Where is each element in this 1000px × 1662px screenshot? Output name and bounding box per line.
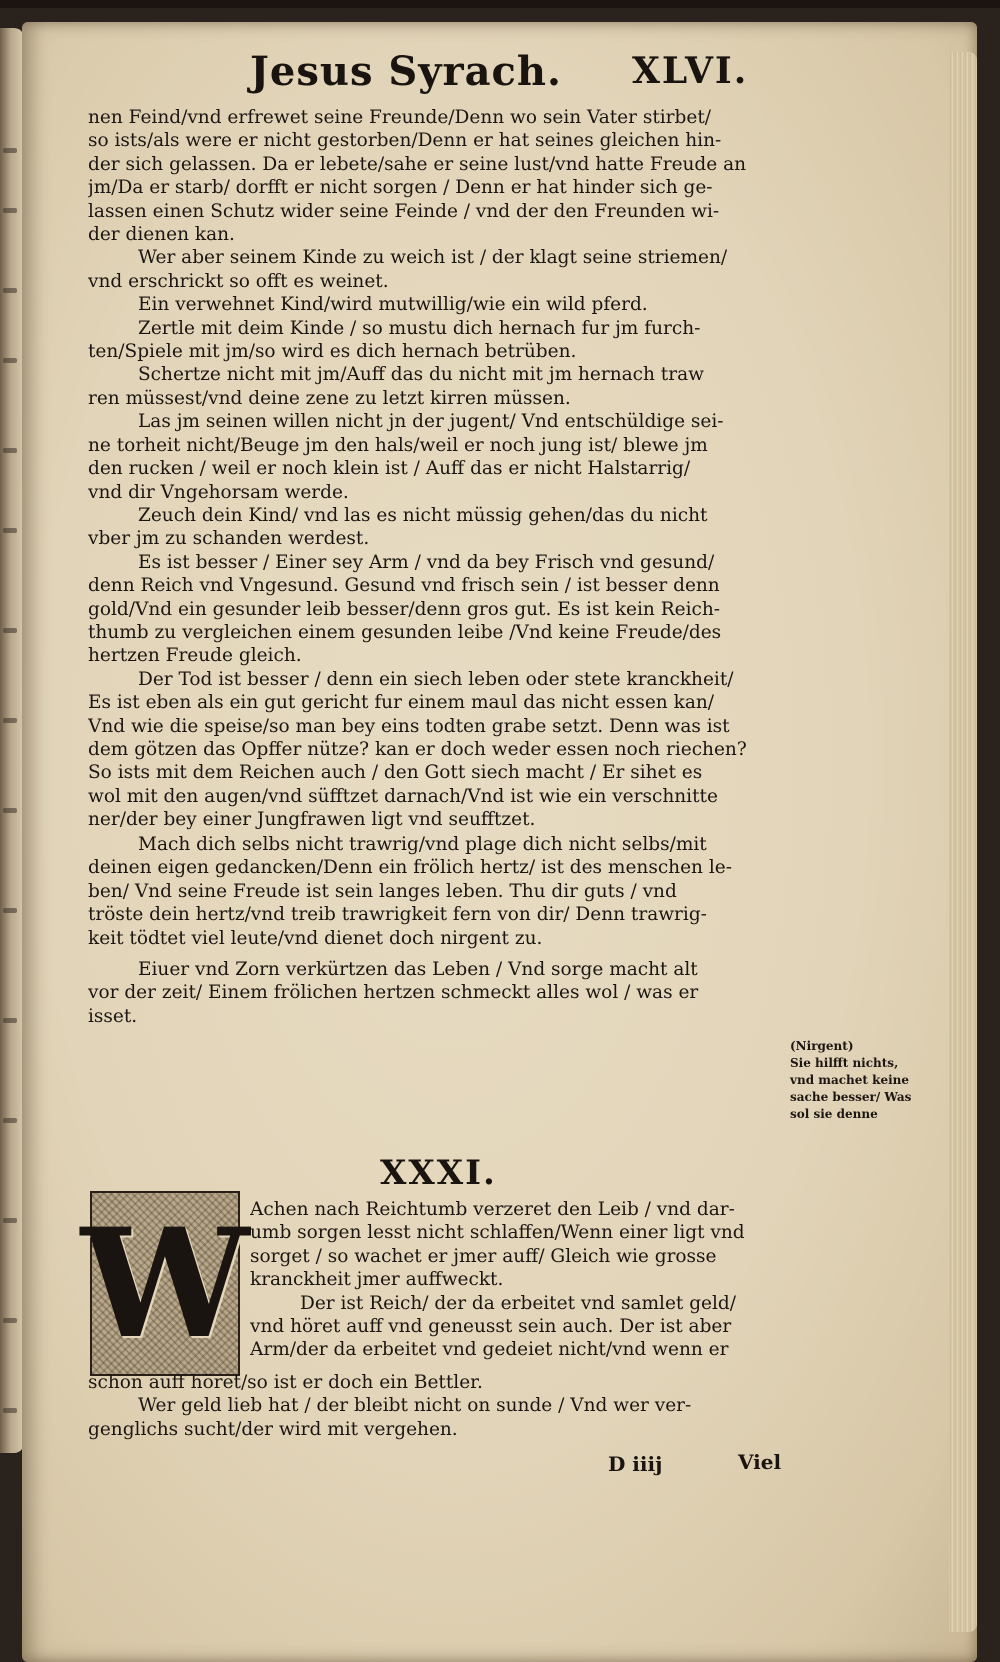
text-line: Der Tod ist besser / denn ein siech leben oder stete kranckheit/ xyxy=(138,668,734,690)
text-line: keit tödtet viel leute/vnd dienet doch nirgent zu. xyxy=(88,927,543,949)
text-line: Arm/der da erbeitet vnd gedeiet nicht/vnd wenn er xyxy=(250,1339,729,1361)
text-line: Wer aber seinem Kinde zu weich ist / der klagt seine striemen/ xyxy=(138,247,728,269)
margin-note-line: vnd machet keine xyxy=(790,1073,909,1087)
margin-note-line: sol sie denne xyxy=(790,1107,878,1121)
decorated-initial xyxy=(80,1191,250,1376)
running-title: Jesus Syrach. xyxy=(250,48,562,95)
text-line: vber jm zu schanden werdest. xyxy=(88,528,370,550)
text-line: Zertle mit deim Kinde / so mustu dich hernach fur jm furch- xyxy=(138,317,701,339)
text-line: isset. xyxy=(88,1005,138,1027)
signature-mark: D iiij xyxy=(608,1452,663,1476)
text-line: Es ist eben als ein gut gericht fur einem maul das nicht essen kan/ xyxy=(88,692,714,714)
text-line: sorget / so wachet er jmer auff/ Gleich wie grosse xyxy=(250,1245,717,1267)
text-line: der dienen kan. xyxy=(88,224,235,246)
text-line: nen Feind/vnd erfrewet seine Freunde/Denn wo sein Vater stirbet/ xyxy=(88,107,711,128)
paragraph-mach-dich xyxy=(88,833,788,950)
text-line: ner/der bey einer Jungfrawen ligt vnd seufftzet. xyxy=(88,809,536,831)
text-line: Wer geld lieb hat / der bleibt nicht on sunde / Vnd wer ver- xyxy=(138,1395,692,1417)
text-line: ne torheit nicht/Beuge jm den hals/weil er noch jung ist/ blewe jm xyxy=(88,434,708,456)
text-line: genglichs sucht/der wird mit vergehen. xyxy=(88,1418,458,1440)
text-line: ren müssest/vnd deine zene zu letzt kirren müssen. xyxy=(88,387,571,409)
text-line: den rucken / weil er noch klein ist / Auff das er nicht Halstarrig/ xyxy=(88,458,691,480)
text-line: so ists/als were er nicht gestorben/Denn er hat seines gleichen hin- xyxy=(88,130,722,152)
text-line: wol mit den augen/vnd süfftzet darnach/Vnd ist wie ein verschnitte xyxy=(88,785,718,807)
chapter-text-below-initial xyxy=(88,1371,788,1441)
text-line: vnd erschrickt so offt es weinet. xyxy=(88,270,389,292)
previous-page-edge xyxy=(0,28,24,1453)
text-line: Schertze nicht mit jm/Auff das du nicht mit jm hernach traw xyxy=(138,364,704,386)
text-line: Mach dich selbs nicht trawrig/vnd plage dich nicht selbs/mit xyxy=(138,834,707,855)
text-line: hertzen Freude gleich. xyxy=(88,645,302,667)
initial-letter: W xyxy=(80,1195,250,1372)
margin-note-line: sache besser/ Was xyxy=(790,1090,912,1104)
text-line: Achen nach Reichtumb verzeret den Leib / vnd dar- xyxy=(250,1199,735,1220)
text-line: thumb zu vergleichen einem gesunden leibe /Vnd keine Freude/des xyxy=(88,621,722,643)
text-line: vor der zeit/ Einem frölichen hertzen schmeckt alles wol / was er xyxy=(88,982,699,1004)
page-fore-edge xyxy=(949,52,977,1632)
paragraph-eiuer xyxy=(88,958,788,1028)
text-line: denn Reich vnd Vngesund. Gesund vnd frisch sein / ist besser denn xyxy=(88,575,720,597)
text-line: Vnd wie die speise/so man bey eins todten grabe setzt. Denn was ist xyxy=(88,715,730,737)
margin-note-line: (Nirgent) xyxy=(790,1039,854,1053)
text-line: tröste dein hertz/vnd treib trawrigkeit fern von dir/ Denn trawrig- xyxy=(88,904,707,926)
text-line: dem götzen das Opffer nütze? kan er doch weder essen noch riechen? xyxy=(88,738,747,760)
book-spread xyxy=(0,8,1000,1662)
text-line: schon auff höret/so ist er doch ein Bettler. xyxy=(88,1372,483,1393)
margin-note-line: Sie hilfft nichts, xyxy=(790,1056,899,1070)
text-line: ben/ Vnd seine Freude ist sein langes leben. Thu dir guts / vnd xyxy=(88,880,677,902)
text-line: vnd höret auff vnd geneusst sein auch. Der ist aber xyxy=(250,1316,732,1338)
text-line: gold/Vnd ein gesunder leib besser/denn gros gut. Es ist kein Reich- xyxy=(88,598,721,620)
text-line: kranckheit jmer auffweckt. xyxy=(250,1269,504,1291)
text-line: lassen einen Schutz wider seine Feinde / vnd der den Freunden wi- xyxy=(88,200,720,222)
text-line: deinen eigen gedancken/Denn ein frölich hertz/ ist des menschen le- xyxy=(88,857,732,879)
text-line: Der ist Reich/ der da erbeitet vnd samlet geld/ xyxy=(300,1292,736,1314)
chapter-heading: XXXI. xyxy=(380,1153,497,1193)
text-line: Es ist besser / Einer sey Arm / vnd da bey Frisch vnd gesund/ xyxy=(138,551,715,573)
catchword: Viel xyxy=(738,1450,782,1474)
text-line: Ein verwehnet Kind/wird mutwillig/wie ein wild pferd. xyxy=(138,294,648,316)
margin-note xyxy=(790,1038,940,1123)
text-line: umb sorgen lesst nicht schlaffen/Wenn einer ligt vnd xyxy=(250,1222,745,1244)
text-line: jm/Da er starb/ dorfft er nicht sorgen / Denn er hat hinder sich ge- xyxy=(88,177,713,199)
text-line: So ists mit dem Reichen auch / den Gott siech macht / Er sihet es xyxy=(88,762,703,784)
text-line: Eiuer vnd Zorn verkürtzen das Leben / Vnd sorge macht alt xyxy=(138,959,698,980)
text-line: ten/Spiele mit jm/so wird es dich hernach betrüben. xyxy=(88,341,577,363)
text-line: der sich gelassen. Da er lebete/sahe er seine lust/vnd hatte Freude an xyxy=(88,153,747,175)
folio-number: XLVI. xyxy=(632,50,749,92)
chapter-text-beside-initial xyxy=(250,1198,790,1362)
text-line: vnd dir Vngehorsam werde. xyxy=(88,481,349,503)
paragraph-main xyxy=(88,106,788,832)
text-line: Zeuch dein Kind/ vnd las es nicht müssig gehen/das du nicht xyxy=(138,504,708,526)
text-line: Las jm seinen willen nicht jn der jugent/ Vnd entschüldige sei- xyxy=(138,411,724,433)
